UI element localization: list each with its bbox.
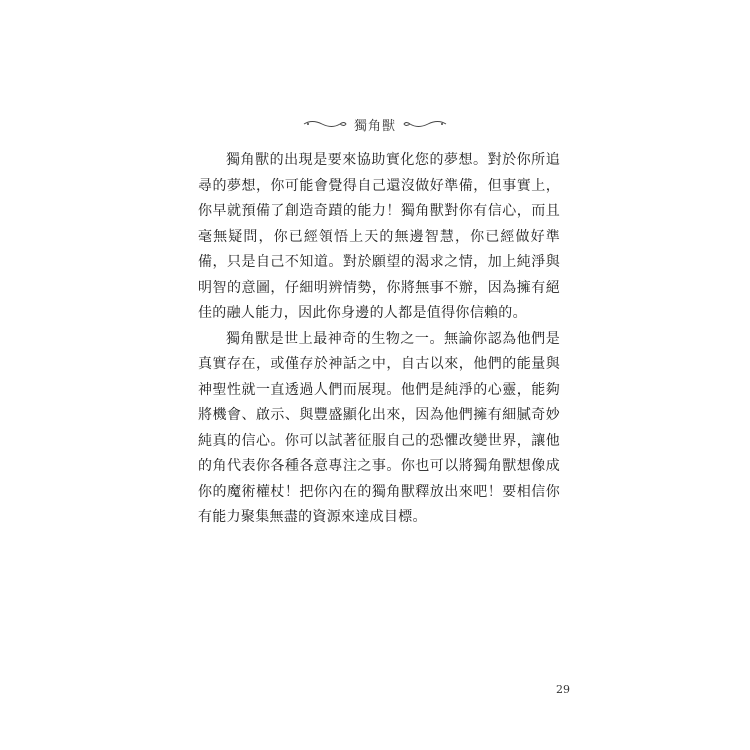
page-number: 29 — [556, 683, 570, 696]
body-text — [198, 148, 560, 531]
paragraph-1: 獨角獸的出現是要來協助實化您的夢想。對於你所追尋的夢想，你可能會覺得自己還沒做好準備，但事實上，你早就預備了創造奇蹟的能力！獨角獸對你有信心，而且毫無疑問，你已經領悟上天的無邊智慧，你已經做好準備，只是自己不知道。對於願望的渴求之情，加上純淨與明智的意圖，仔細明辨情勢，你將無事不辦，因為擁有絕佳的融人能力，因此你身邊的人都是值得你信賴的。 — [198, 152, 560, 321]
right-flourish-icon — [402, 118, 448, 130]
running-header-title: 獨角獸 — [353, 118, 396, 134]
running-header — [300, 113, 450, 135]
left-flourish-icon — [302, 118, 348, 130]
paragraph-2: 獨角獸是世上最神奇的生物之一。無論你認為他們是真實存在，或僅存於神話之中，自古以來，他們的能量與神聖性就一直透過人們而展現。他們是純淨的心靈，能夠將機會、啟示、與豐盛顯化出來，因為他們擁有細膩奇妙純真的信心。你可以試著征服自己的恐懼改變世界，讓他的角代表你各種各意專注之事。你也可以將獨角獸想像成你的魔術權杖！把你內在的獨角獸釋放出來吧！要相信你有能力聚集無盡的資源來達成目標。 — [198, 330, 560, 525]
